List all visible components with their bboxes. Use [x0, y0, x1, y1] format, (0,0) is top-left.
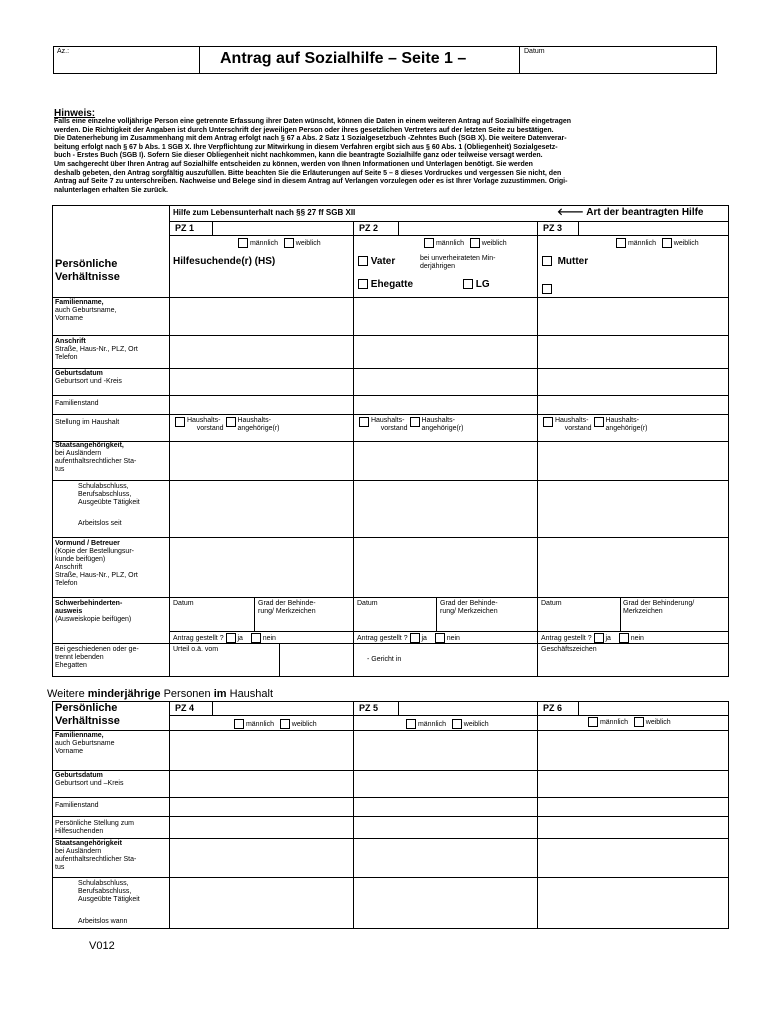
- checkbox-weiblich-pz3[interactable]: [662, 238, 672, 248]
- urteil-label: Urteil o.ä. vom: [173, 646, 219, 653]
- vater-note: bei unverheirateten Min-derjährigen: [420, 255, 496, 270]
- mutter-option: Mutter: [542, 256, 588, 268]
- lg-option: LG: [463, 279, 490, 291]
- s2-label-familienname: Familienname, auch Geburtsname Vorname: [55, 732, 115, 755]
- label-vormund: Vormund / Betreuer (Kopie der Bestellungsur- kunde beifügen) Anschrift Straße, Haus-Nr., PLZ, Ort Telefon: [55, 540, 138, 587]
- checkbox-maennlich-pz1[interactable]: [238, 238, 248, 248]
- checkbox-maennlich-pz3[interactable]: [616, 238, 626, 248]
- checkbox-ja-pz3[interactable]: [594, 633, 604, 643]
- checkbox-ja-pz2[interactable]: [410, 633, 420, 643]
- checkbox-lg[interactable]: [463, 279, 473, 289]
- checkbox-pz3-extra[interactable]: [542, 284, 552, 294]
- pz2-label: PZ 2: [359, 223, 379, 233]
- gericht-label: - Gericht in: [367, 656, 402, 663]
- checkbox-weiblich-pz5[interactable]: [452, 719, 462, 729]
- checkbox-vater[interactable]: [358, 256, 368, 266]
- checkbox-haushaltsvorstand-pz2[interactable]: [359, 417, 369, 427]
- page-title: Antrag auf Sozialhilfe – Seite 1 –: [220, 50, 467, 67]
- datum-pz1: Datum: [173, 600, 194, 607]
- ehegatte-option: Ehegatte: [358, 279, 413, 291]
- hinweis-heading: Hinweis:: [54, 108, 96, 119]
- checkbox-ja-pz1[interactable]: [226, 633, 236, 643]
- pz4-label: PZ 4: [175, 703, 195, 713]
- section2-heading: Weitere minderjährige Personen im Haushalt: [47, 688, 274, 700]
- checkbox-weiblich-pz6[interactable]: [634, 717, 644, 727]
- grad-pz3: Grad der Behinderung/ Merkzeichen: [623, 600, 695, 615]
- grad-pz1: Grad der Behinde- rung/ Merkzeichen: [258, 600, 316, 615]
- checkbox-haushaltsangehoerige-pz1[interactable]: [226, 417, 236, 427]
- datum-label: Datum: [524, 48, 545, 55]
- checkbox-haushaltsvorstand-pz1[interactable]: [175, 417, 185, 427]
- s2-label-arbeitslos: Arbeitslos wann: [78, 918, 128, 925]
- antrag-gestellt-pz2: Antrag gestellt ? ja nein: [357, 634, 460, 642]
- label-stellung: Stellung im Haushalt: [55, 419, 120, 426]
- pz3-label: PZ 3: [543, 223, 563, 233]
- grad-pz2: Grad der Behinde- rung/ Merkzeichen: [440, 600, 498, 615]
- label-geburtsdatum: Geburtsdatum Geburtsort und -Kreis: [55, 370, 122, 385]
- hinweis-text: Falls eine einzelne volljährige Person eine getrennte Erfassung ihrer Daten wünscht, können die Daten in einem weiteren Antrag auf Sozialhilfe eingetragen werden. Die Richtigkeit der Angaben ist durch Unterschrift der jeweiligen Person oder ihres gesetzlichen Vertreters auf der letzten Seite zu bestätigen. Die Datenerhebung im Zusammenhang mit dem Antrag erfolgt nach § 67 a Abs. 2 Satz 1 Sozialgesetzbuch -Zehntes Buch (SGB X). Die weitere Datenverar- beitung erfolgt nach § 67 b Abs. 1 SGB X. Ihre Verpflichtung zur Mitwirkung in diesem Verfahren ergibt sich aus § 60 Abs. 1 (Obliegenheit) Sozialgesetz- buch - Erstes Buch (SGB I). Sofern Sie dieser Obliegenheit nicht nachkommen, kann die beantragte Sozialhilfe ganz oder teilweise versagt werden. Um sachgerecht über Ihren Antrag auf Sozialhilfe entscheiden zu können, werden von Ihnen Informationen und Unterlagen benötigt. Sie werden deshalb gebeten, den Antrag sorgfältig auszufüllen. Bitte beachten Sie die Erläuterungen auf Seite 5 – 8 dieses Vordruckes und vergessen Sie nicht, den Antrag auf Seite 7 zu unterschreiben. Nachweise und Belege sind in diesem Antrag auf Verlangen vorzulegen oder es ist Ihrer Vorlage zuzustimmen. Origi- nalunterlagen erhalten Sie zurück.: [54, 118, 572, 194]
- datum-pz3: Datum: [541, 600, 562, 607]
- form-code: V012: [89, 940, 115, 952]
- s2-label-schulabschluss: Schulabschluss, Berufsabschluss, Ausgeübte Tätigkeit: [78, 880, 140, 903]
- label-geschieden: Bei geschiedenen oder ge- trennt lebenden Ehegatten: [55, 646, 139, 669]
- checkbox-maennlich-pz5[interactable]: [406, 719, 416, 729]
- pz6-label: PZ 6: [543, 703, 563, 713]
- art-der-hilfe: 🡐 Art der beantragten Hilfe: [557, 207, 704, 218]
- label-schulabschluss: Schulabschluss, Berufsabschluss, Ausgeübte Tätigkeit: [78, 483, 140, 506]
- gender-pz5: männlich weiblich: [406, 719, 489, 729]
- hilfesuchende-label: Hilfesuchende(r) (HS): [173, 256, 276, 267]
- checkbox-haushaltsvorstand-pz3[interactable]: [543, 417, 553, 427]
- az-field[interactable]: [80, 50, 190, 70]
- checkbox-weiblich-pz1[interactable]: [284, 238, 294, 248]
- label-anschrift: Anschrift Straße, Haus-Nr., PLZ, Ort Telefon: [55, 338, 138, 361]
- section2-title: Persönliche Verhältnisse: [55, 702, 120, 727]
- datum-pz2: Datum: [357, 600, 378, 607]
- gender-pz6: männlich weiblich: [588, 717, 671, 727]
- gender-pz3: männlich weiblich: [616, 238, 699, 248]
- stellung-pz1: Haushalts- vorstand Haushalts- angehörige(r): [175, 417, 350, 433]
- pz5-label: PZ 5: [359, 703, 379, 713]
- checkbox-haushaltsangehoerige-pz3[interactable]: [594, 417, 604, 427]
- s2-label-geburtsdatum: Geburtsdatum Geburtsort und –Kreis: [55, 772, 124, 787]
- checkbox-nein-pz1[interactable]: [251, 633, 261, 643]
- pz3-extra-option: [542, 280, 552, 298]
- pz1-label: PZ 1: [175, 223, 195, 233]
- s2-label-stellung: Persönliche Stellung zum Hilfesuchenden: [55, 820, 134, 835]
- vater-option: Vater: [358, 256, 395, 268]
- gender-pz1: männlich weiblich: [238, 238, 321, 248]
- checkbox-maennlich-pz6[interactable]: [588, 717, 598, 727]
- checkbox-nein-pz3[interactable]: [619, 633, 629, 643]
- checkbox-ehegatte[interactable]: [358, 279, 368, 289]
- label-familienname: Familienname, auch Geburtsname, Vorname: [55, 299, 117, 322]
- checkbox-nein-pz2[interactable]: [435, 633, 445, 643]
- s2-label-staatsangehoerigkeit: Staatsangehörigkeit bei Ausländern aufenthaltsrechtlicher Sta- tus: [55, 840, 137, 871]
- checkbox-haushaltsangehoerige-pz2[interactable]: [410, 417, 420, 427]
- label-schwerbehinderten: Schwerbehinderten- ausweis (Ausweiskopie beifügen): [55, 600, 132, 623]
- checkbox-weiblich-pz2[interactable]: [470, 238, 480, 248]
- az-label: Az.:: [57, 48, 70, 55]
- gender-pz4: männlich weiblich: [234, 719, 317, 729]
- geschaeftszeichen-label: Geschäftszeichen: [541, 646, 597, 653]
- stellung-pz2: Haushalts- vorstand Haushalts- angehörige(r): [359, 417, 534, 433]
- antrag-gestellt-pz1: Antrag gestellt ? ja nein: [173, 634, 276, 642]
- gender-pz2: männlich weiblich: [424, 238, 507, 248]
- section2-table: [52, 701, 729, 929]
- arrow-left-icon: 🡐: [557, 207, 584, 218]
- label-staatsangehoerigkeit: Staatsangehörigkeit, bei Ausländern aufenthaltsrechtlicher Sta- tus: [55, 442, 137, 473]
- checkbox-weiblich-pz4[interactable]: [280, 719, 290, 729]
- datum-field[interactable]: [555, 50, 710, 70]
- section1-title: Persönliche Verhältnisse: [55, 258, 120, 283]
- hilfe-label: Hilfe zum Lebensunterhalt nach §§ 27 ff SGB XII: [173, 208, 356, 217]
- label-familienstand: Familienstand: [55, 400, 99, 407]
- stellung-pz3: Haushalts- vorstand Haushalts- angehörige(r): [543, 417, 723, 433]
- checkbox-maennlich-pz4[interactable]: [234, 719, 244, 729]
- s2-label-familienstand: Familienstand: [55, 802, 99, 809]
- checkbox-maennlich-pz2[interactable]: [424, 238, 434, 248]
- checkbox-mutter[interactable]: [542, 256, 552, 266]
- label-arbeitslos-seit: Arbeitslos seit: [78, 520, 122, 527]
- antrag-gestellt-pz3: Antrag gestellt ? ja nein: [541, 634, 644, 642]
